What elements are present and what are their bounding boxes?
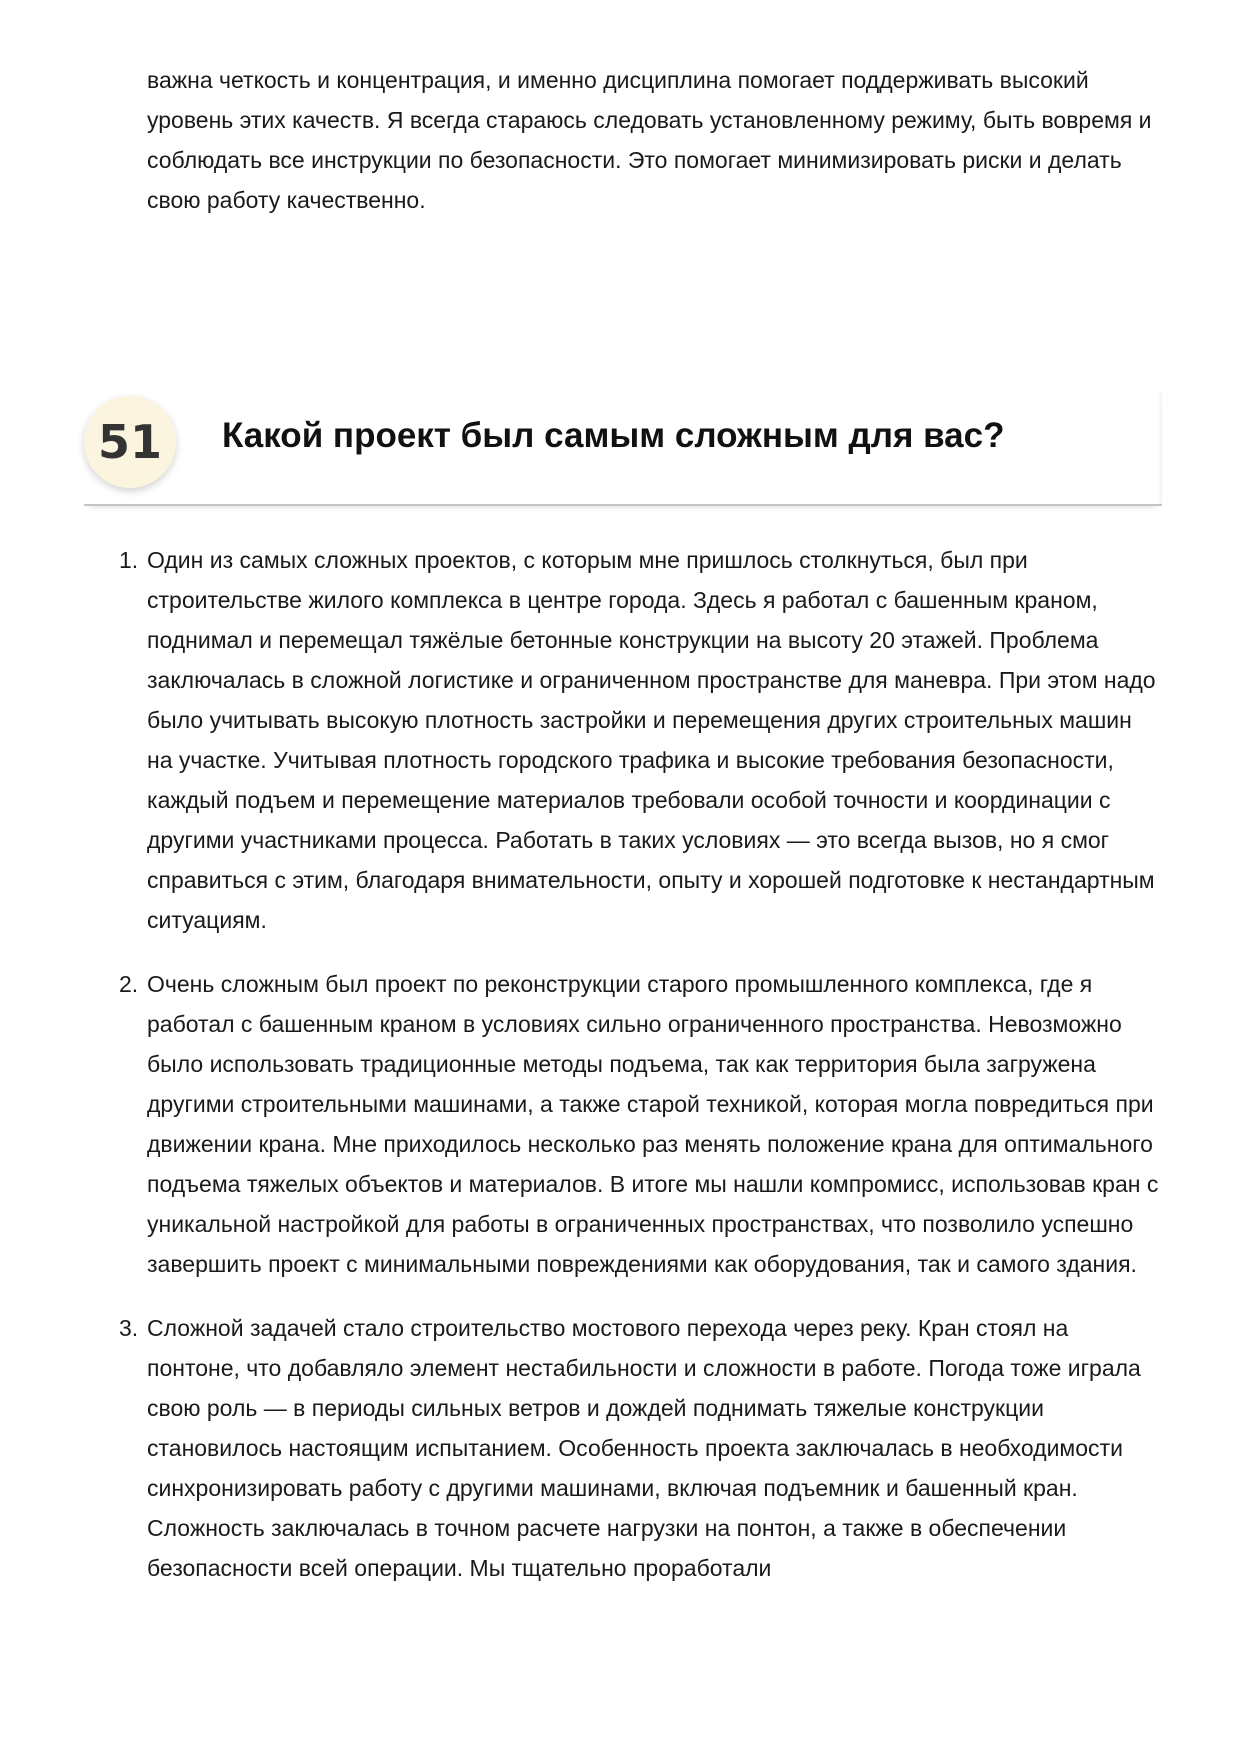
question-title: Какой проект был самым сложным для вас?	[222, 416, 1005, 455]
question-header	[84, 392, 1162, 506]
answer-item	[119, 1308, 1159, 1588]
answer-text: Сложной задачей стало строительство мостового перехода через реку. Кран стоял на понтоне, что добавляло элемент нестабильности и сложности в работе. Погода тоже играла свою роль — в периоды сильных ветров и дождей поднимать тяжелые конструкции становилось настоящим испытанием. Особенность проекта заключалась в необходимости синхронизировать работу с другими машинами, включая подъемник и башенный кран. Сложность заключалась в точном расчете нагрузки на понтон, а также в обеспечении безопасности всей операции. Мы тщательно проработали	[147, 1315, 1141, 1581]
answer-number: 3.	[119, 1315, 139, 1341]
question-number-badge: 51	[84, 396, 176, 488]
answer-number: 2.	[119, 971, 139, 997]
answer-item	[119, 540, 1159, 940]
answer-text: Очень сложным был проект по реконструкции старого промышленного комплекса, где я работал с башенным краном в условиях сильно ограниченного пространства. Невозможно было использовать традиционные методы подъема, так как территория была загружена другими строительными машинами, а также старой техникой, которая могла повредиться при движении крана. Мне приходилось несколько раз менять положение крана для оптимального подъема тяжелых объектов и материалов. В итоге мы нашли компромисс, использовав кран с уникальной настройкой для работы в ограниченных пространствах, что позволило успешно завершить проект с минимальными повреждениями как оборудования, так и самого здания.	[147, 971, 1159, 1277]
answer-text: Один из самых сложных проектов, с которым мне пришлось столкнуться, был при строительстве жилого комплекса в центре города. Здесь я работал с башенным краном, поднимал и перемещал тяжёлые бетонные конструкции на высоту 20 этажей. Проблема заключалась в сложной логистике и ограниченном пространстве для маневра. При этом надо было учитывать высокую плотность застройки и перемещения других строительных машин на участке. Учитывая плотность городского трафика и высокие требования безопасности, каждый подъем и перемещение материалов требовали особой точности и координации с другими участниками процесса. Работать в таких условиях — это всегда вызов, но я смог справиться с этим, благодаря внимательности, опыту и хорошей подготовке к нестандартным ситуациям.	[147, 547, 1156, 933]
answer-list	[119, 540, 1159, 1612]
intro-paragraph: важна четкость и концентрация, и именно дисциплина помогает поддерживать высокий уровень этих качеств. Я всегда стараюсь следовать установленному режиму, быть вовремя и соблюдать все инструкции по безопасности. Это помогает минимизировать риски и делать свою работу качественно.	[147, 67, 1152, 213]
answer-item	[119, 964, 1159, 1284]
answer-number: 1.	[119, 547, 139, 573]
